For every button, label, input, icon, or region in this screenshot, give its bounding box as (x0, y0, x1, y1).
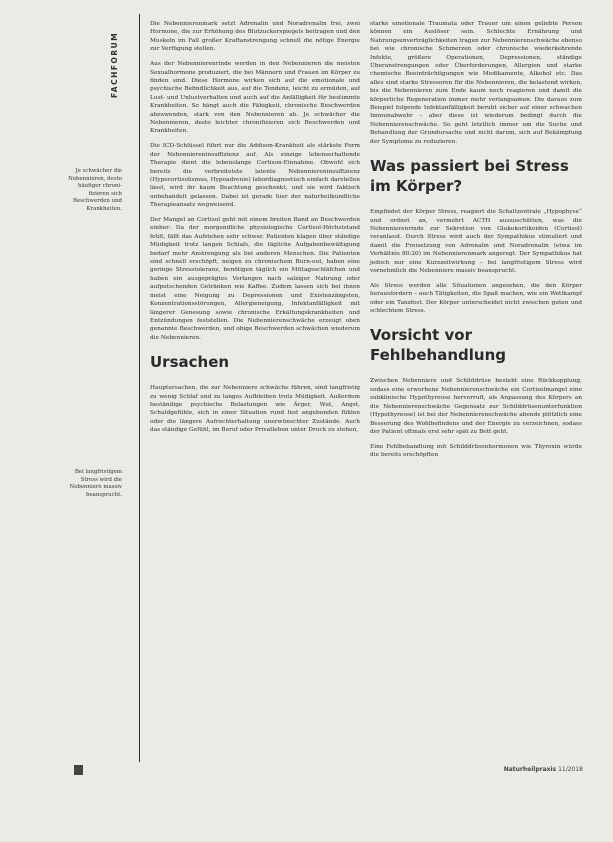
text-column-right (370, 20, 582, 466)
paragraph: Zwischen Nebenniere und Schilddrüse besteht eine Rückkopplung, sodass eine erworbene Nebennierenschwäche ein Cortisolmangel eine subklinische Hypothyreose hervorruft, als Anpassung des Körpers an die Nebennierenschwäche Gegensatz zur Schilddrüsenunterfunktion (Hypothyreose) ist bei der Nebennierenschwäche abends plötzlich eine Besserung des Wohlbefindens und der Energie zu verzeichnen, sodass der Patient oftmals erst sehr spät zu Bett geht. (370, 378, 582, 435)
section-heading: Ursachen (150, 353, 230, 372)
paragraph: Die Nebennierenmark setzt Adrenalin und Noradrenalin frei, zwei Hormone, die zur Erhöhung des Blutzuckerspiegels beitragen und den Muskeln im Fall großer Kraftanstrengung schnell die nötige Energie zur Verfügung stellen. (150, 21, 360, 53)
paragraph: Der Mangel an Cortisol geht mit einem breiten Band an Beschwerden einher: Da der morgendliche physiologische Cortisol-Höchststand fehlt, fällt das Aufstehen sehr schwer. Patienten klagen über ständige Müdigkeit trotz langen Schlafs, die tägliche Aufgabenbewältigung bedarf mehr Anstrengung als bei anderen Menschen. Die Patienten sind schnell erschöpft, neigen zu chronischem Burn-out, haben eine geringe Stresstoleranz, benötigen täglich ein Mittagsschläfchen und haben ein ausgeprägtes Verlangen nach salziger Nahrung oder aufputschenden Getränken wie Kaffee. Zudem lassen sich bei ihnen meist eine Neigung zu Depressionen und Existenzängsten, Konzentrationsstörungen, Allergieneigung, Infektanfälligkeit mit längerer Genesung sowie chronische Erkältungskrankheiten und Entzündungen feststellen. Die Nebennierenschwäche erzeugt oben genannte Beschwerden, und obige Beschwerden schwächen wiederum die Nebennieren. (150, 217, 360, 341)
paragraph: Hauptursachen, die zur Nebenniere schwäche führen, sind langfristig zu wenig Schlaf und zu langes Aufbleiben trotz Müdigkeit. Außerdem beständige psychische Belastungen wie Ärger, Wut, Angst, Schuldgefühle, sich in einer Situation rund fest angebunden fühlen oder die längere Aufrechterhaltung unerwünschter Zustände. Auch das ständige Gefühl, im Beruf oder Privatleben unter Druck zu stehen, (150, 385, 360, 434)
section-label-text: FACHFORUM (110, 31, 119, 98)
text-column-left (150, 20, 360, 441)
margin-note: Bei langfristigem Stress wird die Nebenniere massiv beansprucht. (69, 469, 122, 498)
paragraph: Eine Fehlbehandlung mit Schilddrüsenhormonen wie Thyroxin würde die bereits erschöpften (370, 443, 582, 459)
paragraph: Aus der Nebennierenrinde werden in den Nebennieren die meisten Sexualhormone produziert, die bei Männern und Frauen im Körper zu finden sind. Diese Hormone wirken sich auf die emotionale und psychische Befindlichkeit aus, auf die Tendenz, leicht zu ermüden, auf Lust- und Unlustverhalten und auch auf die Anfälligkeit für bestimmte Krankheiten. So hängt auch die Fähigkeit, chronische Beschwerden abzuwenden, stark von den Nebennieren ab. Je schwächer die Nebennieren, desto leichter chronifizieren sich Beschwerden und Krankheiten. (150, 61, 360, 135)
journal-issue: 11/2018 (558, 766, 583, 773)
journal-name: Naturheilpraxis (503, 766, 557, 773)
paragraph: starke emotionale Traumata oder Trauer um einen geliebte Person können ein Auslöser sein. Schlechte Ernährung und Nahrungsunverträglichkeiten tragen zur Nebennierenschwäche ebenso bei wie chronische Schmerzen oder chronische wiederkehrende Infekte, größere Operationen, Depressionen, ständige Überanstrengungen oder Überforderungen, Allergien und starke chemische Beeinträchtigungen wie Medikamente, Alkohol etc. Das alles sind starke Stressoren für die Nebennieren, die belastend wirken, bis die Nebennieren zum Ende kaum noch reagieren und damit die körperliche Regeneration immer mehr verlangsamen. Die daraus zum Beispiel folgende Infektanfälligkeit beruht sicher auf einer schwachen Immunabwehr – aber diese ist wiederum bedingt durch die Nebennierenschwäche. So geht letztlich immer um die Suche und Behandlung der Grundursache und nicht darum, sich auf Bekämpfung der Symptome zu reduzieren. (370, 21, 582, 145)
vertical-divider (139, 14, 140, 762)
section-heading: Vorsicht vor Fehlbehandlung (370, 326, 506, 365)
section-heading: Was passiert bei Stress im Körper? (370, 157, 569, 196)
margin-note: Je schwächer die Nebennieren, desto häufiger chroni-fizieren sich Beschwerden und Krankheiten. (68, 168, 122, 212)
journal-footer (504, 766, 583, 773)
section-label (110, 18, 138, 108)
paragraph: Als Stress werden alle Situationen angesehen, die den Körper herausfordern – auch Tätigkeiten, die Spaß machen, wie ein Wettkampf oder ein Tanzfest. Der Körper unterscheidet nicht zwischen guten und schlechtem Stress. (370, 282, 582, 315)
page-marker (74, 765, 83, 775)
paragraph: Empfindet der Körper Stress, reagiert die Schaltzentrale „Hypophyse“ und ordnet an, vermehrt ACTH auszuschütten, was die Nebennierenrinde zur Sekretion von Glukokortikoiden (Cortisol) veranlasst. Durch Stress wird auch der Sympathikus stimuliert und damit die Freisetzung von Adrenalin und Noradrenalin (etwa im Verhältnis 80:20) im Nebennierenmark angeregt. Der Sympathikus hat jedoch nur eine Kurzzeitwirkung – bei langfristigem Stress wird vornehmlich die Nebenniere massiv beansprucht. (370, 209, 582, 274)
paragraph: Die ICD-Schlüssel führt nur die Addison-Krankheit als stärkste Form der Nebenniereninsuffizienz auf. Als einzige lebenserhaltende Therapie dient die lebenslange Cortison-Einnahme. Obwohl sich bereits die verbreitetste latente Nebenniereninsuffizienz (Hypocortisolismus, Hypoadrenie) labordiagnostisch einfach darstellen lässt, wird ihr kaum Beachtung geschenkt, und sie wird faktisch unbehandelt gelassen. Dabei ist gerade hier der naturheilkundliche Therapieansatz wegweisend. (150, 143, 360, 209)
